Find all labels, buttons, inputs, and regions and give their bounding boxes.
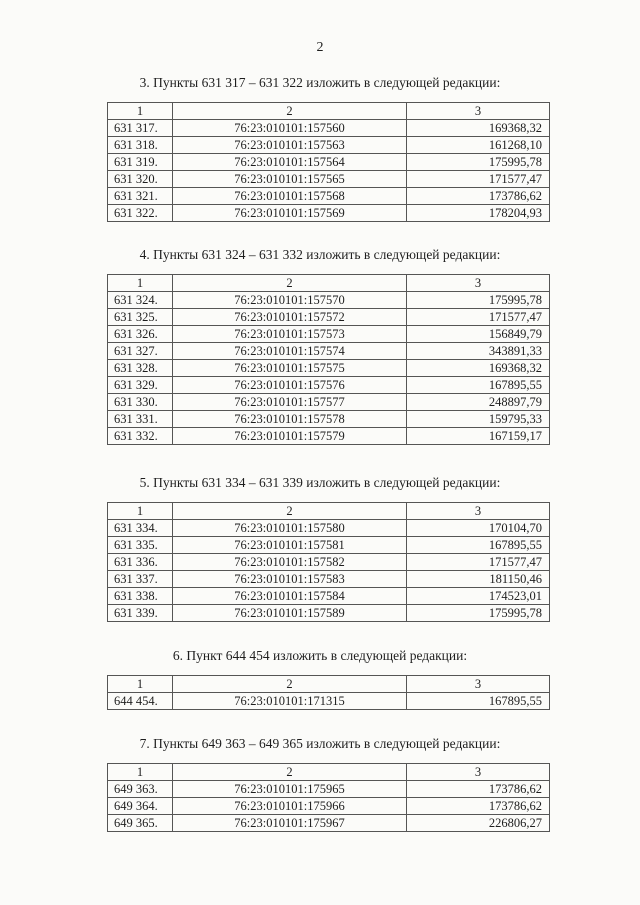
item-number-cell: 631 317. <box>108 120 173 137</box>
table-header-row <box>108 275 550 292</box>
table-row <box>108 205 550 222</box>
cadastral-number-cell: 76:23:010101:157579 <box>173 428 407 445</box>
item-number-cell: 631 335. <box>108 537 173 554</box>
amendment-table <box>107 102 550 222</box>
section-heading: 6. Пункт 644 454 изложить в следующей редакции: <box>172 648 468 663</box>
table-row <box>108 154 550 171</box>
item-number-cell: 631 319. <box>108 154 173 171</box>
cadastral-value-cell: 178204,93 <box>407 205 550 222</box>
column-header: 2 <box>173 676 407 693</box>
cadastral-value-cell: 175995,78 <box>407 292 550 309</box>
cadastral-value-cell: 173786,62 <box>407 798 550 815</box>
column-header: 3 <box>407 275 550 292</box>
cadastral-number-cell: 76:23:010101:157570 <box>173 292 407 309</box>
cadastral-value-cell: 169368,32 <box>407 120 550 137</box>
item-number-cell: 631 320. <box>108 171 173 188</box>
table-row <box>108 394 550 411</box>
cadastral-value-cell: 181150,46 <box>407 571 550 588</box>
cadastral-number-cell: 76:23:010101:175967 <box>173 815 407 832</box>
cadastral-number-cell: 76:23:010101:157580 <box>173 520 407 537</box>
cadastral-number-cell: 76:23:010101:171315 <box>173 693 407 710</box>
cadastral-number-cell: 76:23:010101:157568 <box>173 188 407 205</box>
item-number-cell: 631 332. <box>108 428 173 445</box>
cadastral-number-cell: 76:23:010101:157560 <box>173 120 407 137</box>
column-header: 1 <box>108 676 173 693</box>
column-header: 3 <box>407 503 550 520</box>
table-header-row <box>108 503 550 520</box>
cadastral-value-cell: 171577,47 <box>407 171 550 188</box>
cadastral-number-cell: 76:23:010101:157569 <box>173 205 407 222</box>
item-number-cell: 631 336. <box>108 554 173 571</box>
table-row <box>108 137 550 154</box>
table-row <box>108 309 550 326</box>
table-row <box>108 781 550 798</box>
table-row <box>108 537 550 554</box>
cadastral-number-cell: 76:23:010101:157581 <box>173 537 407 554</box>
table-header-row <box>108 764 550 781</box>
cadastral-value-cell: 161268,10 <box>407 137 550 154</box>
item-number-cell: 631 337. <box>108 571 173 588</box>
cadastral-number-cell: 76:23:010101:157565 <box>173 171 407 188</box>
amendment-section <box>0 647 640 710</box>
section-heading: 3. Пункты 631 317 – 631 322 изложить в следующей редакции: <box>139 75 501 90</box>
cadastral-number-cell: 76:23:010101:157564 <box>173 154 407 171</box>
item-number-cell: 631 328. <box>108 360 173 377</box>
column-header: 3 <box>407 764 550 781</box>
column-header: 2 <box>173 503 407 520</box>
table-row <box>108 120 550 137</box>
section-heading: 4. Пункты 631 324 – 631 332 изложить в следующей редакции: <box>139 247 501 262</box>
cadastral-number-cell: 76:23:010101:157577 <box>173 394 407 411</box>
cadastral-number-cell: 76:23:010101:157578 <box>173 411 407 428</box>
item-number-cell: 631 329. <box>108 377 173 394</box>
item-number-cell: 649 364. <box>108 798 173 815</box>
item-number-cell: 631 322. <box>108 205 173 222</box>
item-number-cell: 631 321. <box>108 188 173 205</box>
cadastral-value-cell: 167895,55 <box>407 537 550 554</box>
column-header: 2 <box>173 764 407 781</box>
cadastral-value-cell: 167895,55 <box>407 693 550 710</box>
cadastral-value-cell: 171577,47 <box>407 309 550 326</box>
table-row <box>108 411 550 428</box>
table-row <box>108 292 550 309</box>
item-number-cell: 631 325. <box>108 309 173 326</box>
table-row <box>108 605 550 622</box>
column-header: 3 <box>407 103 550 120</box>
cadastral-value-cell: 174523,01 <box>407 588 550 605</box>
item-number-cell: 631 339. <box>108 605 173 622</box>
section-heading: 5. Пункты 631 334 – 631 339 изложить в следующей редакции: <box>139 475 501 490</box>
item-number-cell: 631 331. <box>108 411 173 428</box>
amendment-section <box>0 246 640 445</box>
table-row <box>108 554 550 571</box>
amendment-table <box>107 274 550 445</box>
item-number-cell: 649 363. <box>108 781 173 798</box>
item-number-cell: 631 327. <box>108 343 173 360</box>
cadastral-number-cell: 76:23:010101:157583 <box>173 571 407 588</box>
table-row <box>108 588 550 605</box>
cadastral-value-cell: 173786,62 <box>407 188 550 205</box>
table-row <box>108 815 550 832</box>
cadastral-value-cell: 159795,33 <box>407 411 550 428</box>
cadastral-value-cell: 156849,79 <box>407 326 550 343</box>
cadastral-number-cell: 76:23:010101:157576 <box>173 377 407 394</box>
column-header: 1 <box>108 103 173 120</box>
cadastral-value-cell: 169368,32 <box>407 360 550 377</box>
cadastral-value-cell: 173786,62 <box>407 781 550 798</box>
cadastral-number-cell: 76:23:010101:175966 <box>173 798 407 815</box>
table-header-row <box>108 676 550 693</box>
cadastral-value-cell: 171577,47 <box>407 554 550 571</box>
table-row <box>108 571 550 588</box>
page-number: 2 <box>316 40 324 55</box>
cadastral-number-cell: 76:23:010101:175965 <box>173 781 407 798</box>
amendment-table <box>107 763 550 832</box>
table-row <box>108 798 550 815</box>
cadastral-number-cell: 76:23:010101:157575 <box>173 360 407 377</box>
cadastral-value-cell: 167895,55 <box>407 377 550 394</box>
table-row <box>108 188 550 205</box>
table-row <box>108 693 550 710</box>
column-header: 2 <box>173 103 407 120</box>
item-number-cell: 631 318. <box>108 137 173 154</box>
item-number-cell: 644 454. <box>108 693 173 710</box>
cadastral-number-cell: 76:23:010101:157573 <box>173 326 407 343</box>
column-header: 1 <box>108 503 173 520</box>
section-heading: 7. Пункты 649 363 – 649 365 изложить в следующей редакции: <box>139 736 501 751</box>
table-row <box>108 428 550 445</box>
table-row <box>108 520 550 537</box>
table-row <box>108 326 550 343</box>
cadastral-number-cell: 76:23:010101:157574 <box>173 343 407 360</box>
amendment-section <box>0 74 640 222</box>
cadastral-number-cell: 76:23:010101:157589 <box>173 605 407 622</box>
cadastral-value-cell: 175995,78 <box>407 605 550 622</box>
amendment-section <box>0 735 640 832</box>
cadastral-value-cell: 226806,27 <box>407 815 550 832</box>
item-number-cell: 631 338. <box>108 588 173 605</box>
item-number-cell: 631 330. <box>108 394 173 411</box>
cadastral-value-cell: 167159,17 <box>407 428 550 445</box>
cadastral-number-cell: 76:23:010101:157582 <box>173 554 407 571</box>
amendment-table <box>107 675 550 710</box>
cadastral-value-cell: 175995,78 <box>407 154 550 171</box>
cadastral-value-cell: 248897,79 <box>407 394 550 411</box>
column-header: 1 <box>108 764 173 781</box>
amendment-table <box>107 502 550 622</box>
item-number-cell: 631 324. <box>108 292 173 309</box>
cadastral-value-cell: 343891,33 <box>407 343 550 360</box>
table-row <box>108 171 550 188</box>
table-row <box>108 343 550 360</box>
column-header: 1 <box>108 275 173 292</box>
item-number-cell: 631 326. <box>108 326 173 343</box>
cadastral-number-cell: 76:23:010101:157584 <box>173 588 407 605</box>
column-header: 2 <box>173 275 407 292</box>
cadastral-number-cell: 76:23:010101:157563 <box>173 137 407 154</box>
cadastral-value-cell: 170104,70 <box>407 520 550 537</box>
table-header-row <box>108 103 550 120</box>
cadastral-number-cell: 76:23:010101:157572 <box>173 309 407 326</box>
item-number-cell: 649 365. <box>108 815 173 832</box>
table-row <box>108 377 550 394</box>
column-header: 3 <box>407 676 550 693</box>
amendment-section <box>0 474 640 622</box>
item-number-cell: 631 334. <box>108 520 173 537</box>
table-row <box>108 360 550 377</box>
